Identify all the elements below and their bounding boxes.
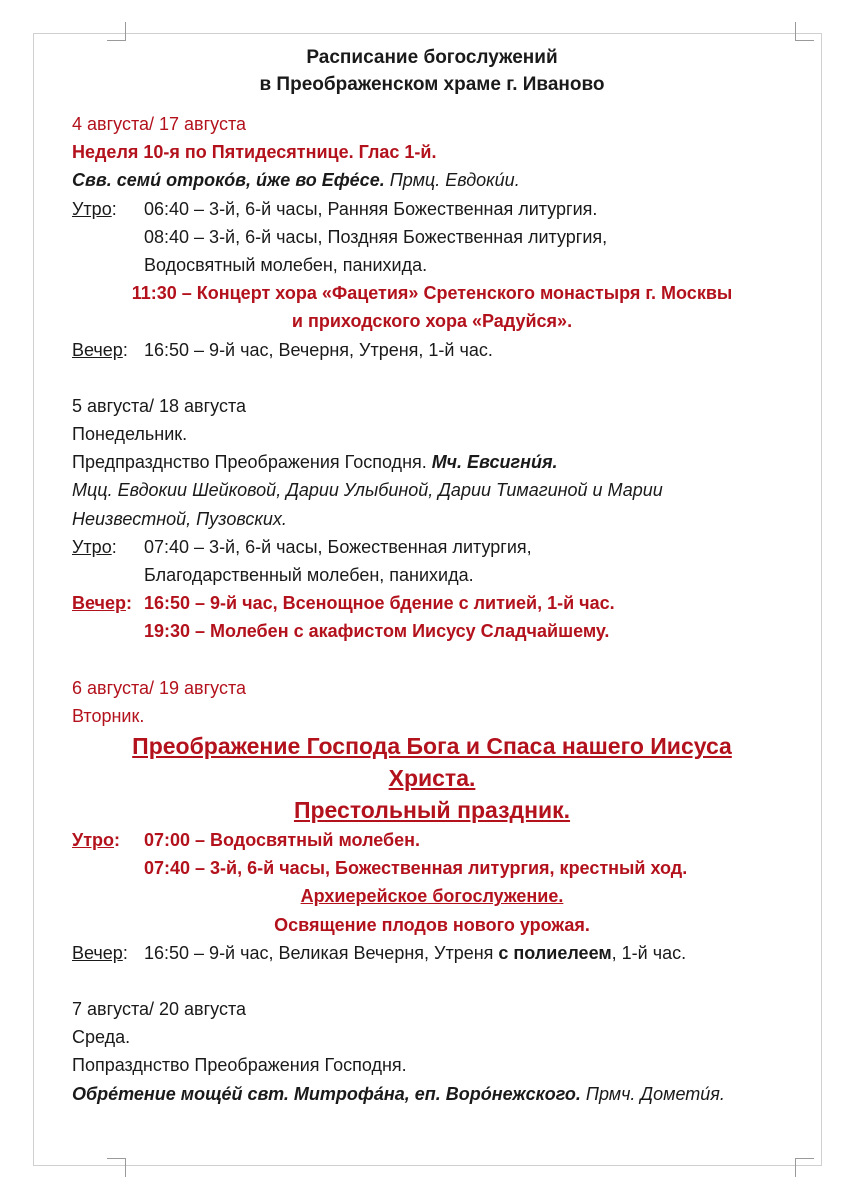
day-feast: Попразднство Преображения Господня. [72, 1055, 407, 1076]
service-item: 16:50 – 9-й час, Великая Вечерня, Утреня [144, 942, 499, 963]
day-saints [72, 1080, 792, 1108]
day-section [72, 392, 792, 646]
colon: : [122, 339, 128, 360]
service-item: Водосвятный молебен, панихида. [144, 255, 428, 276]
morning-line [72, 826, 792, 854]
day-section [72, 674, 792, 967]
martyrs-line: Мцц. Евдокии Шейковой, Дарии Улыбиной, Дарии Тимагиной и Марии [72, 480, 663, 501]
morning-label-text: Утро [72, 198, 112, 219]
colon: : [111, 198, 117, 219]
service-item: Благодарственный молебен, панихида. [144, 565, 474, 586]
day-weekday: Среда. [72, 1027, 131, 1048]
colon: : [126, 593, 133, 614]
service-item: 07:40 – 3-й, 6-й часы, Божественная литургия, крестный ход. [144, 858, 688, 879]
evening-label-text: Вечер [72, 942, 123, 963]
morning-label [72, 826, 144, 854]
morning-line [72, 533, 792, 561]
service-item: 06:40 – 3-й, 6-й часы, Ранняя Божественная литургия. [144, 198, 598, 219]
day-week: Неделя 10-я по Пятидесятнице. Глас 1-й. [72, 142, 437, 163]
saints-bold: Свв. семи́ отроко́в, и́же во Ефе́се. [72, 170, 385, 191]
day-date: 7 августа/ 20 августа [72, 999, 247, 1020]
evening-label [72, 336, 144, 364]
service-item: 16:50 – 9-й час, Всенощное бдение с литией, 1-й час. [144, 593, 615, 614]
saints-rest: Прмц. Евдоки́и. [384, 170, 520, 191]
day-section [72, 995, 792, 1108]
morning-label-text: Утро [72, 830, 115, 851]
title-line-2: в Преображенском храме г. Иваново [259, 74, 605, 95]
feast-text: Предпразднство Преображения Господня. [72, 452, 427, 473]
evening-label [72, 589, 144, 617]
saints-bold: Обре́тение моще́й свт. Митрофа́на, еп. Воро́нежского. [72, 1083, 581, 1104]
day-date: 5 августа/ 18 августа [72, 395, 247, 416]
service-item: , 1-й час. [611, 942, 687, 963]
day-saints [72, 166, 792, 194]
colon: : [111, 536, 117, 557]
morning-line [72, 195, 792, 223]
service-item-bold: с полиелеем [498, 942, 612, 963]
service-item: 16:50 – 9-й час, Вечерня, Утреня, 1-й час. [144, 339, 493, 360]
service-item: 07:40 – 3-й, 6-й часы, Божественная литургия, [144, 536, 532, 557]
concert-line: и приходского хора «Радуйся». [291, 311, 573, 332]
morning-label [72, 533, 144, 561]
day-section [72, 110, 792, 364]
document-title [72, 44, 792, 98]
colon: : [114, 830, 121, 851]
martyrs-line: Неизвестной, Пузовских. [72, 508, 287, 529]
evening-line [72, 939, 792, 967]
title-line-1: Расписание богослужений [306, 47, 558, 68]
crop-mark [795, 22, 814, 41]
evening-label-text: Вечер [72, 593, 127, 614]
service-item: 07:00 – Водосвятный молебен. [144, 830, 421, 851]
evening-line [72, 589, 792, 617]
service-item: 19:30 – Молебен с акафистом Иисусу Сладчайшему. [144, 621, 610, 642]
concert-line: 11:30 – Концерт хора «Фацетия» Сретенского монастыря г. Москвы [131, 283, 733, 304]
morning-label-text: Утро [72, 536, 112, 557]
schedule-document [72, 44, 792, 1108]
day-date: 6 августа/ 19 августа [72, 677, 247, 698]
day-weekday: Понедельник. [72, 424, 188, 445]
feast-title: Христа. [388, 765, 476, 792]
feast-martyr: Мч. Евсигни́я. [431, 452, 558, 473]
day-feast [72, 448, 792, 476]
colon: : [122, 942, 128, 963]
morning-label [72, 195, 144, 223]
feast-title: Преображение Господа Бога и Спаса нашего Иисуса [132, 733, 732, 760]
service-item: 08:40 – 3-й, 6-й часы, Поздняя Божественная литургия, [144, 226, 608, 247]
crop-mark [107, 22, 126, 41]
note-line: Архиерейское богослужение. [300, 886, 564, 907]
day-weekday: Вторник. [72, 705, 145, 726]
evening-label-text: Вечер [72, 339, 123, 360]
saints-rest: Прмч. Домети́я. [580, 1083, 725, 1104]
evening-line [72, 336, 792, 364]
crop-mark [107, 1158, 126, 1177]
day-date: 4 августа/ 17 августа [72, 114, 247, 134]
crop-mark [795, 1158, 814, 1177]
evening-label [72, 939, 144, 967]
note-line: Освящение плодов нового урожая. [274, 914, 590, 935]
feast-title: Престольный праздник. [293, 797, 571, 824]
